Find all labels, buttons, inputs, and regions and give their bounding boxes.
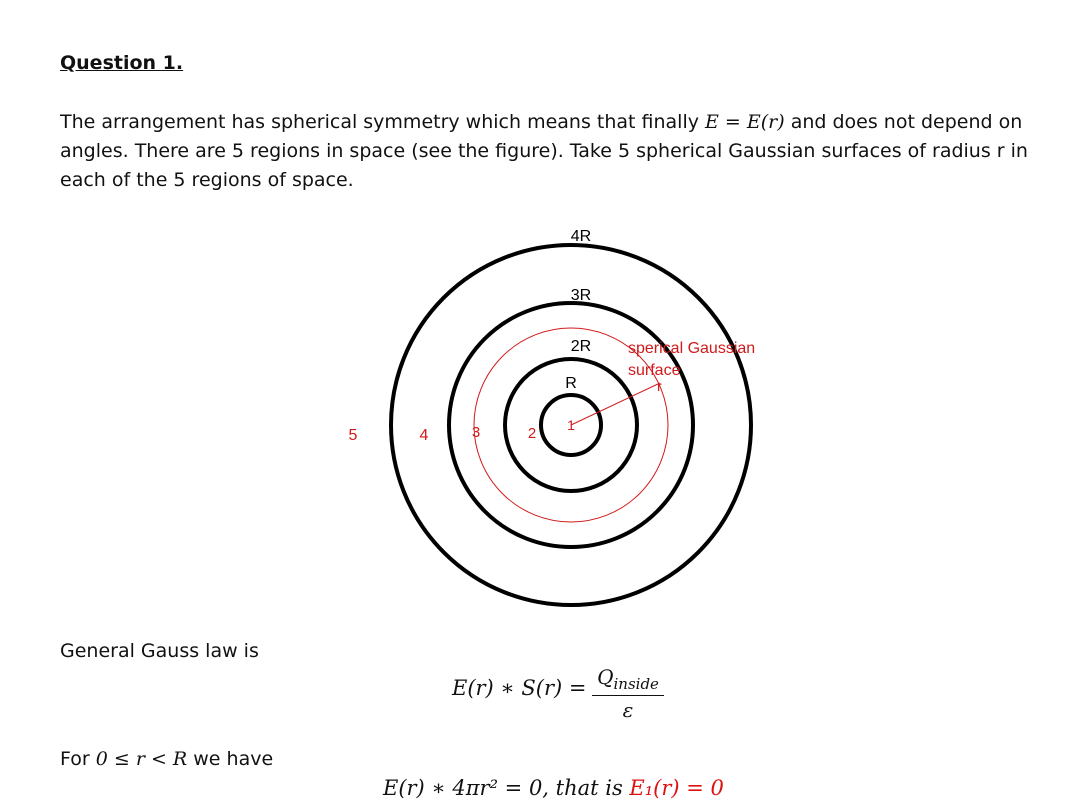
intro-math: E = E(r)	[705, 111, 785, 133]
label-4R: 4R	[570, 228, 592, 245]
intro-text-before: The arrangement has spherical symmetry which means that finally	[60, 111, 706, 133]
case1-result: E₁(r) = 0	[629, 776, 724, 800]
case1-equation-text: E(r) ∗ 4πr² = 0, that is	[383, 776, 630, 800]
case1-label	[60, 748, 273, 770]
radius-line	[571, 383, 660, 425]
gaussian-label-line1: sperical Gaussian	[628, 340, 756, 357]
label-R: R	[565, 375, 577, 392]
case1-label-after: we have	[187, 748, 274, 770]
case1-equation	[383, 776, 724, 800]
gauss-law-label: General Gauss law is	[60, 640, 259, 662]
region-label-2: 2	[527, 425, 537, 442]
gauss-law-lhs: E(r) ∗ S(r) =	[452, 676, 587, 700]
gaussian-label-line2: surface	[628, 362, 681, 379]
intro-text-after: and does not depend on angles. There are 5 regions in space (see the figure). Take 5 spherical Gaussian surfaces of radius r in each of the 5 regions of space.	[60, 111, 1028, 191]
fraction-bar	[592, 695, 664, 696]
question-heading: Question 1.	[60, 52, 184, 74]
numerator-subscript: inside	[613, 675, 659, 693]
fraction-denominator: ε	[622, 698, 634, 722]
gauss-law-fraction	[592, 665, 664, 722]
region-label-5: 5	[348, 427, 358, 444]
numerator-symbol: Q	[597, 665, 614, 689]
fraction-numerator	[592, 665, 664, 693]
case1-label-math: 0 ≤ r < R	[95, 748, 188, 770]
label-3R: 3R	[570, 287, 592, 304]
label-2R: 2R	[570, 338, 592, 355]
radius-symbol: r	[657, 378, 662, 394]
region-label-1: 1	[567, 417, 575, 433]
case1-label-before: For	[60, 748, 96, 770]
region-label-4: 4	[419, 427, 429, 444]
region-label-3: 3	[471, 424, 481, 441]
